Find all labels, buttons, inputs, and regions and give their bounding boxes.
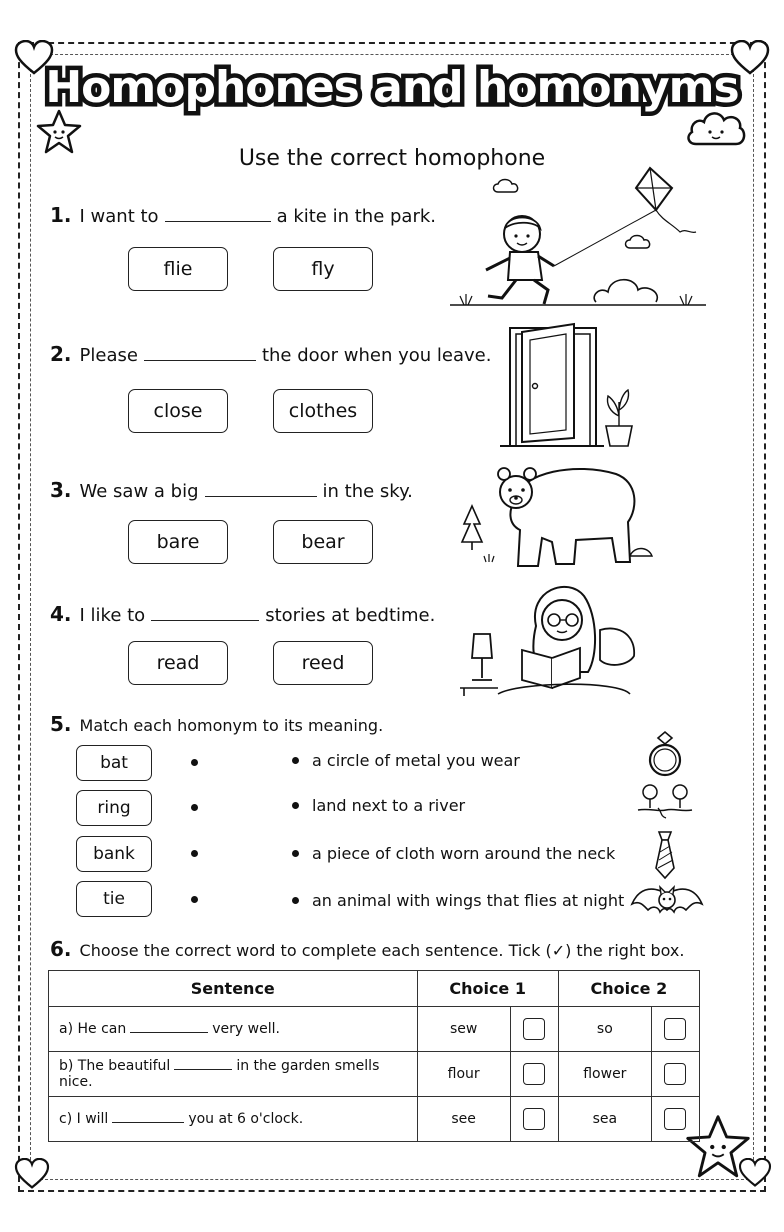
choice-word: so xyxy=(558,1007,651,1052)
answer-blank[interactable] xyxy=(165,208,271,222)
option-button[interactable]: reed xyxy=(273,641,373,685)
meaning-text: a circle of metal you wear xyxy=(312,751,520,770)
question-number: 5. xyxy=(50,712,72,736)
tick-box[interactable] xyxy=(664,1018,686,1040)
table-row xyxy=(49,1052,700,1097)
option-button[interactable]: bear xyxy=(273,520,373,564)
question-number: 6. xyxy=(50,937,72,961)
match-dot[interactable] xyxy=(191,759,198,766)
choice-word: flour xyxy=(417,1052,510,1097)
meaning-text: a piece of cloth worn around the neck xyxy=(312,844,616,863)
tick-box[interactable] xyxy=(523,1018,545,1040)
match-dot[interactable] xyxy=(292,802,299,809)
header-choice-1: Choice 1 xyxy=(417,971,558,1007)
match-dot[interactable] xyxy=(292,757,299,764)
meaning-text: land next to a river xyxy=(312,796,466,815)
choose-instruction: Choose the correct word to complete each sentence. Tick (✓) the right box. xyxy=(79,941,685,960)
question-4: 4. I like to stories at bedtime. xyxy=(50,602,436,626)
necktie-icon xyxy=(652,830,678,880)
header-sentence: Sentence xyxy=(49,971,418,1007)
question-number: 1. xyxy=(50,203,72,227)
meaning-text: an animal with wings that flies at night xyxy=(312,891,625,910)
header-choice-2: Choice 2 xyxy=(558,971,699,1007)
match-dot[interactable] xyxy=(191,850,198,857)
match-dot[interactable] xyxy=(292,850,299,857)
option-button[interactable]: close xyxy=(128,389,228,433)
answer-blank[interactable] xyxy=(174,1058,232,1070)
match-dot[interactable] xyxy=(191,804,198,811)
sentence-cell: b) The beautiful in the garden smells nice. xyxy=(49,1052,418,1097)
river-bank-icon xyxy=(636,780,694,820)
table-row xyxy=(49,1007,700,1052)
question-number: 4. xyxy=(50,602,72,626)
sentence-cell: c) I will you at 6 o'clock. xyxy=(49,1097,418,1142)
option-button[interactable]: clothes xyxy=(273,389,373,433)
page-subtitle: Use the correct homophone xyxy=(238,146,546,171)
answer-blank[interactable] xyxy=(205,483,317,497)
tick-box[interactable] xyxy=(664,1063,686,1085)
choice-word: see xyxy=(417,1097,510,1142)
question-1: 1. I want to a kite in the park. xyxy=(50,203,436,227)
ring-icon xyxy=(644,730,686,778)
tick-box[interactable] xyxy=(523,1063,545,1085)
bear-illustration xyxy=(456,458,656,574)
option-button[interactable]: flie xyxy=(128,247,228,291)
choice-word: flower xyxy=(558,1052,651,1097)
tick-box[interactable] xyxy=(523,1108,545,1130)
choice-word: sew xyxy=(417,1007,510,1052)
answer-blank[interactable] xyxy=(144,347,256,361)
sentence-table xyxy=(48,970,700,1142)
bat-icon xyxy=(630,882,704,924)
table-row xyxy=(49,1097,700,1142)
answer-blank[interactable] xyxy=(130,1021,208,1033)
question-3: 3. We saw a big in the sky. xyxy=(50,478,413,502)
heart-icon xyxy=(14,1158,50,1190)
door-illustration xyxy=(500,322,640,452)
girl-reading-illustration xyxy=(458,576,644,704)
option-button[interactable]: fly xyxy=(273,247,373,291)
option-button[interactable]: read xyxy=(128,641,228,685)
match-dot[interactable] xyxy=(292,897,299,904)
homonym-word[interactable]: ring xyxy=(76,790,152,826)
question-2: 2. Please the door when you leave. xyxy=(50,342,492,366)
match-dot[interactable] xyxy=(191,896,198,903)
question-number: 3. xyxy=(50,478,72,502)
answer-blank[interactable] xyxy=(112,1111,184,1123)
sentence-cell: a) He can very well. xyxy=(49,1007,418,1052)
question-6 xyxy=(50,937,684,961)
page-title: Homophones and homonyms xyxy=(45,62,739,113)
table-header-row xyxy=(49,971,700,1007)
question-number: 2. xyxy=(50,342,72,366)
homonym-word[interactable]: tie xyxy=(76,881,152,917)
kite-boy-illustration xyxy=(450,162,706,312)
option-button[interactable]: bare xyxy=(128,520,228,564)
question-5 xyxy=(50,712,383,736)
tick-box[interactable] xyxy=(664,1108,686,1130)
match-instruction: Match each homonym to its meaning. xyxy=(79,716,384,735)
homonym-word[interactable]: bat xyxy=(76,745,152,781)
homonym-word[interactable]: bank xyxy=(76,836,152,872)
choice-word: sea xyxy=(558,1097,651,1142)
answer-blank[interactable] xyxy=(151,607,259,621)
